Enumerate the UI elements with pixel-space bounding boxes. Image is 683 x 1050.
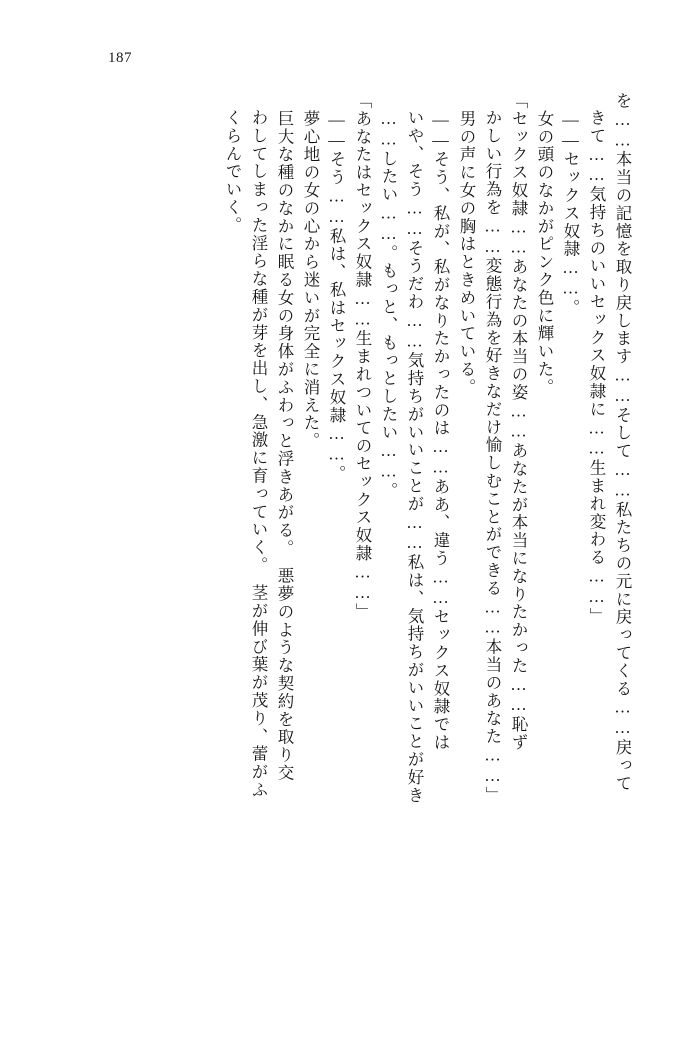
text-line: いや、そう……そうだわ……気持ちがいいことが……私は、気持ちがいいことが好き [405, 109, 424, 805]
text-line: を……本当の記憶を取り戻します……そして……私たちの元に戻ってくる……戻って [613, 92, 632, 793]
text-line: 「あなたはセックス奴隷……生まれついてのセックス奴隷……」 [353, 92, 372, 622]
text-line: かしい行為を……変態行為を好きなだけ愉しむことができる……本当のあなた……」 [483, 109, 502, 805]
text-line: わしてしまった淫らな種が芽を出し、急激に育っていく。 茎が伸び葉が茂り、蕾がふ [249, 109, 268, 799]
text-line: 夢心地の女の心から迷いが完全に消えた。 [301, 92, 320, 450]
text-line: ――そう、私が、私がなりたかったのは……ああ、違う……セックス奴隷では [431, 92, 450, 752]
text-line: きて……気持ちのいいセックス奴隷に……生まれ変わる……」 [587, 109, 606, 626]
vertical-text-body [60, 92, 630, 972]
page-number: 187 [108, 50, 132, 66]
text-line: 女の頭のなかがピンク色に輝いた。 [535, 92, 554, 397]
text-line: 巨大な種のなかに眠る女の身体がふわっと浮きあがる。 悪夢のような契約を取り交 [275, 92, 294, 782]
text-line: ……したい……。もっと、もっとしたい……。 [379, 109, 398, 500]
text-line: 「セックス奴隷……あなたの本当の姿……あなたが本当になりたかった……恥ず [509, 92, 528, 752]
text-line: ――セックス奴隷……。 [561, 92, 580, 317]
text-line: くらんでいく。 [223, 109, 242, 235]
text-line: 男の声に女の胸はときめいている。 [457, 92, 476, 397]
text-line: ――そう……私は、私はセックス奴隷……。 [327, 92, 346, 483]
